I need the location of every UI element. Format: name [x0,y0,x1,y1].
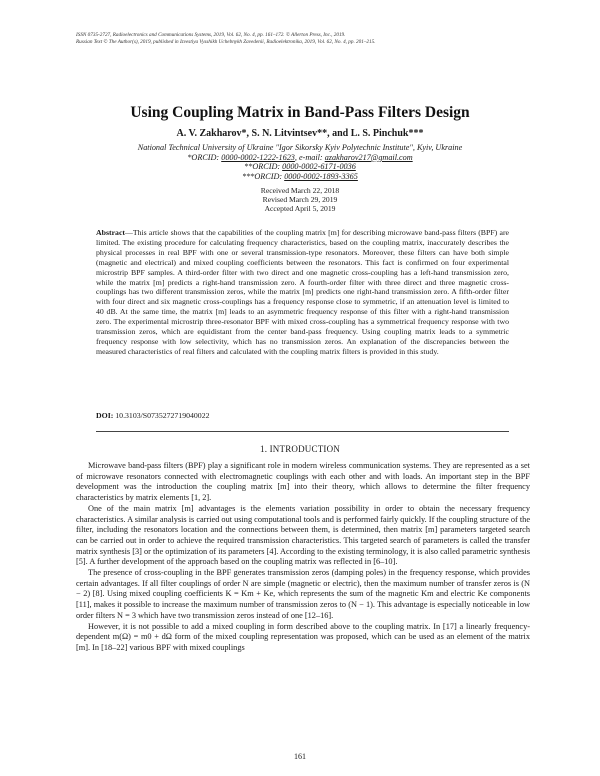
orcid2-link[interactable]: 0000-0002-6171-0036 [282,162,356,172]
abstract [96,228,509,357]
email-prefix: , e-mail: [294,152,325,162]
orcid-line-3 [0,172,600,182]
date-revised: Revised March 29, 2019 [262,195,338,205]
abstract-label: Abstract [96,228,126,237]
date-received: Received March 22, 2018 [260,186,340,195]
header-line-2: Russian Text © The Author(s), 2019, published in Izvestiya Vysshikh Uchebnykh Zavedenii, Radioelektronika, 2019, Vol. 62, No. 4, pp. 201–215. [76,39,376,45]
header-line-1: ISSN 0735-2727, Radioelectronics and Communications Systems, 2019, Vol. 62, No. 4, pp. 161–172. © Allerton Press, Inc., 2019. [76,32,346,38]
institution: National Technical University of Ukraine "Igor Sikorsky Kyiv Polytechnic Institute", Kyiv, Ukraine [137,143,463,152]
orcid1-prefix: *ORCID: [187,152,222,162]
paragraph: The presence of cross-coupling in the BPF generates transmission zeros (damping poles) in the frequency response, which provides certain advantages. If all filter couplings of order N are simple (magnetic or electric), then the maximum number of transfer zeros is (N − 2) [8]. Using mixed coupling coefficients K = Km + Ke, which represents the sum of the magnetic Km and electric Ke components [11], makes it possible to increase the maximum number of transmission zeros to (N − 1). This advantage is especially noticeable in low order filters N = 3 which have two transmission zeros instead of one [12–16]. [76,568,530,620]
orcid-line-1 [0,153,600,163]
journal-header [76,32,536,46]
dates-block [0,186,600,214]
page-number: 161 [294,752,306,761]
doi-value[interactable]: 10.3103/S0735272719040022 [113,411,210,420]
affiliation-block [0,143,600,181]
section-heading: 1. INTRODUCTION [260,444,340,454]
orcid2-prefix: **ORCID: [244,162,283,172]
orcid-line-2 [0,162,600,172]
paragraph: However, it is not possible to add a mixed coupling in form described above to the coupling matrix. In [17] a linearly frequency-dependent m(Ω) = m0 + dΩ form of the mixed coupling representation was proposed, which can be used as an element of the matrix [m]. In [18–22] various BPF with mixed couplings [76,621,530,652]
orcid3-link[interactable]: 0000-0002-1893-3365 [284,171,358,181]
doi-label: DOI: [96,411,114,420]
orcid1-link[interactable]: 0000-0002-1222-1623 [221,152,295,162]
date-accepted: Accepted April 5, 2019 [264,204,336,214]
doi-line [96,411,509,420]
divider-rule [96,431,509,432]
email-link[interactable]: azakharov217@gmail.com [324,152,413,162]
paper-title: Using Coupling Matrix in Band-Pass Filters Design [130,104,470,121]
paragraph: One of the main matrix [m] advantages is the elements variation possibility in order to obtain the necessary frequency characteristics. A similar analysis is carried out using computational tools and is performed fairly quickly. If the coupling structure of the filter, including the resonators location and the connections between them, is determined, then matrix [m] parameters targeted search can be carried out in order to achieve the required transmission characteristics. This targeted search of parameters is called the transfer matrix synthesis [3] or the optimization of its parameters [4]. According to the existing terminology, it is also called parametric synthesis [5]. A further development of the approach based on the coupling matrix was reflected in [6–10]. [76,503,530,567]
paragraph: Microwave band-pass filters (BPF) play a significant role in modern wireless communication systems. They are represented as a set of microwave resonators connected with electromagnetic couplings with each other and with loads. An important step in the BPF development was the introduction the coupling matrix [m] into their theory, which allows to determine the filter frequency characteristics by matrix elements [1, 2]. [76,461,530,503]
abstract-text: —This article shows that the capabilities of the coupling matrix [m] for describing microwave band-pass filters (BPF) are limited. The existing procedure for calculating frequency characteristics, based on the coupling matrix, inaccurately describes the physical processes in real BPF with one or several transmission-type resonators. Moreover, these filters can have both simple (magnetic and electrical) and mixed coupling coefficients between the resonators. This fact is confirmed on four experimental microstrip BPF samples. A third-order filter with two direct and one magnetic cross-coupling has a left-hand transmission zero, while the matrix [m] predicts a right-hand transmission zero. A fourth-order filter with three direct and three magnetic cross-couplings has two different transmission zeros, while the matrix [m] predicts one right-hand transmission zero. A fifth-order filter with four direct and six magnetic cross-couplings has a frequency response close to symmetric, if an attenuation level is limited to 40 dB. At the same time, the matrix [m] leads to an asymmetric frequency response of this filter with a right-hand transmission zero. The experimental microstrip three-resonator BPF with mixed cross-coupling has a symmetrical frequency response with two transmission zeros, which are equidistant from the center band-pass frequency. Using coupling matrix leads to a symmetric frequency response with low selectivity, which has no transmission zeros. An explanation of the discrepancies between the measured characteristics of real filters and calculated with the coupling matrix filters is provided in this study. [96,228,509,356]
paper-authors: A. V. Zakharov*, S. N. Litvintsev**, and L. S. Pinchuk*** [176,128,424,139]
body-text [76,461,530,654]
orcid3-prefix: ***ORCID: [242,171,285,181]
